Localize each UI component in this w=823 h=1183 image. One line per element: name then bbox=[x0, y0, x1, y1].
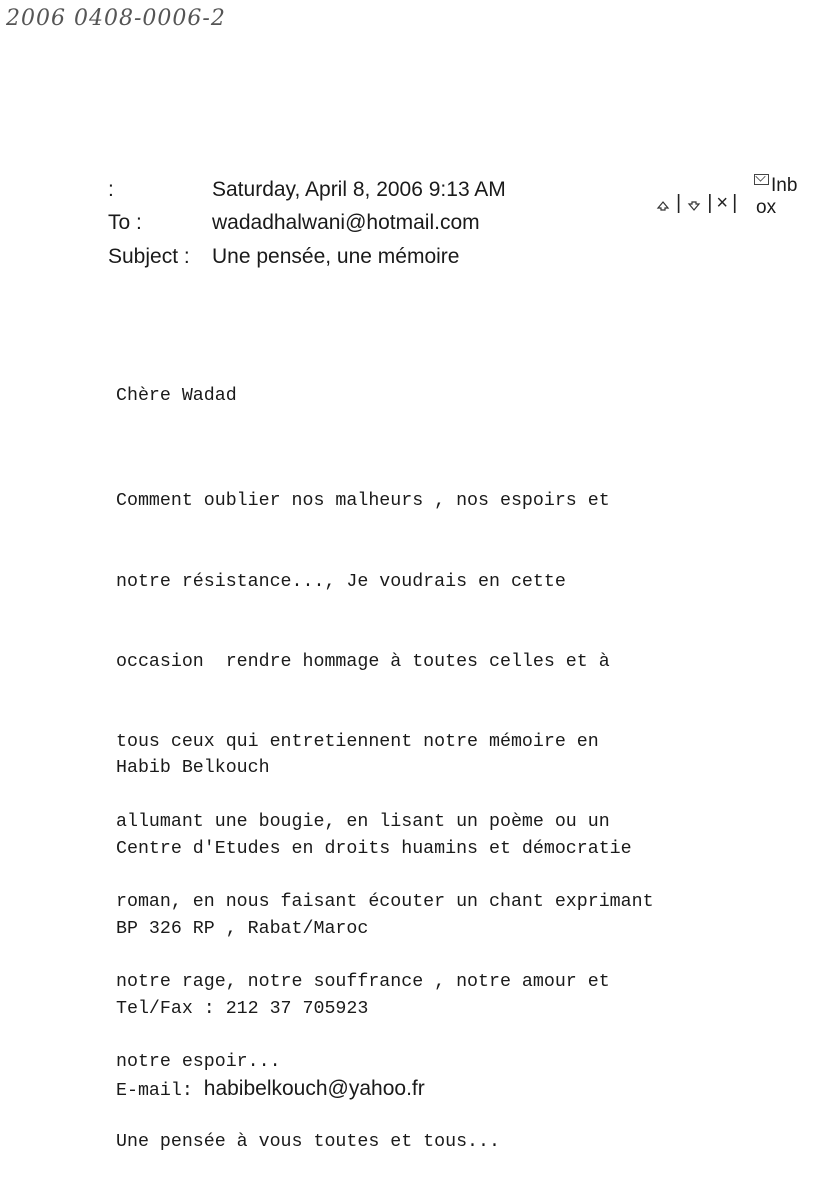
email-label: E-mail: bbox=[116, 1080, 204, 1101]
message-line: roman, en nous faisant écouter un chant exprimant bbox=[116, 891, 654, 912]
date-label: : bbox=[108, 178, 114, 201]
to-value[interactable]: wadadhalwani@hotmail.com bbox=[212, 211, 480, 234]
message-line: Comment oublier nos malheurs , nos espoirs et bbox=[116, 491, 610, 512]
message-line: Une pensée à vous toutes et tous... bbox=[116, 1132, 500, 1153]
message-line: notre rage, notre souffrance , notre amour et bbox=[116, 972, 610, 993]
previous-message-button[interactable] bbox=[654, 200, 672, 215]
message-line: notre résistance..., Je voudrais en cette bbox=[116, 571, 566, 592]
inbox-label-line1: Inb bbox=[771, 175, 798, 196]
signature-block bbox=[116, 702, 632, 1131]
inbox-icon bbox=[754, 174, 769, 185]
toolbar-separator: | bbox=[676, 192, 682, 214]
greeting: Chère Wadad bbox=[116, 386, 237, 406]
signature-name: Habib Belkouch bbox=[116, 758, 270, 779]
toolbar-separator: | bbox=[732, 192, 738, 214]
inbox-button[interactable] bbox=[756, 172, 797, 222]
message-line: occasion rendre hommage à toutes celles et à bbox=[116, 651, 610, 672]
message-line: allumant une bougie, en lisant un poème ou un bbox=[116, 811, 610, 832]
up-arrow-icon bbox=[656, 200, 670, 212]
subject-label: Subject : bbox=[108, 245, 190, 268]
to-label: To : bbox=[108, 211, 142, 234]
message-toolbar bbox=[654, 192, 741, 215]
signature-telfax: Tel/Fax : 212 37 705923 bbox=[116, 998, 369, 1019]
subject-value: Une pensée, une mémoire bbox=[212, 245, 460, 268]
date-value: Saturday, April 8, 2006 9:13 AM bbox=[212, 178, 506, 201]
message-line: notre espoir... bbox=[116, 1052, 281, 1073]
email-link[interactable]: habibelkouch@yahoo.fr bbox=[203, 1076, 425, 1100]
inbox-label-line2: ox bbox=[756, 197, 777, 218]
delete-button[interactable]: × bbox=[716, 192, 729, 214]
signature-email-row bbox=[116, 1076, 632, 1105]
message-line: tous ceux qui entretiennent notre mémoire en bbox=[116, 731, 599, 752]
signature-organization: Centre d'Etudes en droits huamins et démocratie bbox=[116, 838, 632, 859]
down-arrow-icon bbox=[687, 200, 701, 212]
toolbar-separator: | bbox=[707, 192, 713, 214]
signature-address: BP 326 RP , Rabat/Maroc bbox=[116, 918, 369, 939]
handwritten-annotation: 2006 0408-0006-2 bbox=[6, 6, 226, 31]
next-message-button[interactable] bbox=[685, 200, 703, 215]
